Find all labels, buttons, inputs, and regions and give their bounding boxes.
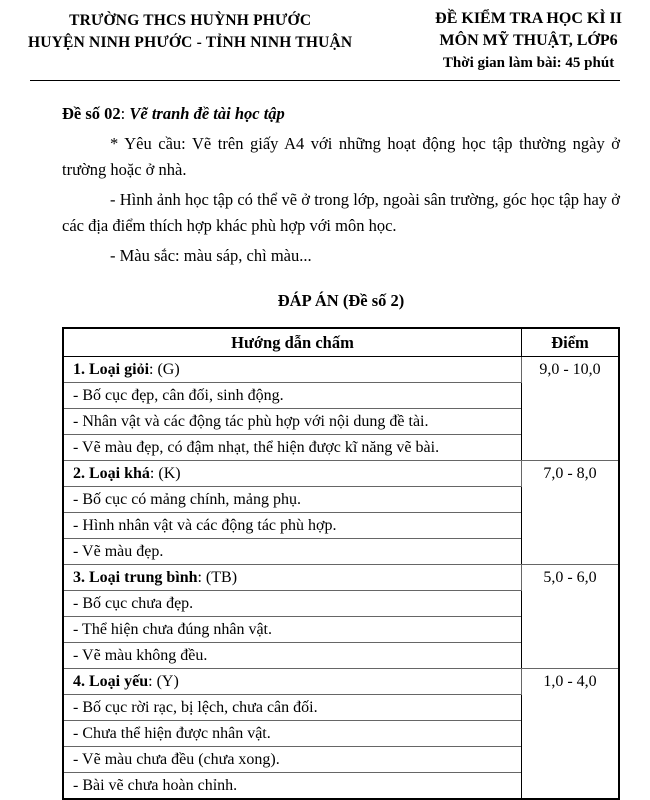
grade-row-good	[63, 461, 619, 487]
exam-title: ĐỀ KIỂM TRA HỌC KÌ II	[435, 10, 622, 27]
criteria-cell: - Vẽ màu đẹp.	[63, 539, 522, 565]
school-info	[28, 8, 352, 54]
criteria-cell: - Vẽ màu đẹp, có đậm nhạt, thể hiện được kĩ năng vẽ bài.	[63, 435, 522, 461]
exam-duration: Thời gian làm bài: 45 phút	[442, 55, 615, 71]
score-cell-weak: 1,0 - 4,0	[522, 669, 620, 800]
topic-title: Vẽ tranh đề tài học tập	[129, 104, 285, 123]
score-cell-good: 7,0 - 8,0	[522, 461, 620, 565]
criteria-cell: - Bố cục chưa đẹp.	[63, 591, 522, 617]
grade-row-weak	[63, 669, 619, 695]
grading-table	[62, 327, 620, 800]
exam-info	[435, 8, 622, 74]
topic-label: Đề số 02	[62, 104, 121, 123]
criteria-cell: - Bài vẽ chưa hoàn chỉnh.	[63, 773, 522, 800]
grade-code: : (TB)	[197, 569, 238, 586]
grade-row-excellent	[63, 357, 619, 383]
document-body	[62, 101, 620, 800]
criteria-cell: - Bố cục có mảng chính, mảng phụ.	[63, 487, 522, 513]
school-name: TRƯỜNG THCS HUỲNH PHƯỚC	[69, 12, 312, 29]
grade-code: : (K)	[149, 465, 181, 482]
grade-title-cell	[63, 669, 522, 695]
answer-key-heading: ĐÁP ÁN (Đề số 2)	[277, 291, 405, 310]
criteria-cell: - Chưa thể hiện được nhân vật.	[63, 721, 522, 747]
criteria-cell: - Hình nhân vật và các động tác phù hợp.	[63, 513, 522, 539]
grade-title-cell	[63, 357, 522, 383]
topic-separator: :	[120, 104, 130, 123]
grade-title: 4. Loại yếu	[73, 673, 149, 690]
criteria-cell: - Bố cục đẹp, cân đối, sinh động.	[63, 383, 522, 409]
score-column-header: Điểm	[522, 328, 620, 357]
grade-title: 1. Loại giỏi	[73, 361, 150, 378]
grade-title-cell	[63, 461, 522, 487]
images-note-paragraph: - Hình ảnh học tập có thể vẽ ở trong lớp, ngoài sân trường, góc học tập hay ở các địa điểm thích hợp khác phù hợp với môn học.	[62, 190, 620, 235]
criteria-cell: - Vẽ màu chưa đều (chưa xong).	[63, 747, 522, 773]
criteria-cell: - Bố cục rời rạc, bị lệch, chưa cân đối.	[63, 695, 522, 721]
requirement-paragraph: * Yêu cầu: Vẽ trên giấy A4 với những hoạt động học tập thường ngày ở trường hoặc ở nhà.	[62, 134, 620, 179]
exam-subject: MÔN MỸ THUẬT, LỚP6	[439, 32, 618, 49]
criteria-cell: - Vẽ màu không đều.	[63, 643, 522, 669]
grade-code: : (G)	[149, 361, 180, 378]
grade-title: 3. Loại trung bình	[73, 569, 198, 586]
topic-line	[62, 101, 620, 127]
guide-column-header: Hướng dẫn chấm	[63, 328, 522, 357]
criteria-cell: - Thể hiện chưa đúng nhân vật.	[63, 617, 522, 643]
grade-code: : (Y)	[148, 673, 179, 690]
grading-table-header-row	[63, 328, 619, 357]
criteria-cell: - Nhân vật và các động tác phù hợp với nội dung đề tài.	[63, 409, 522, 435]
grade-title-cell	[63, 565, 522, 591]
colors-note-paragraph: - Màu sắc: màu sáp, chì màu...	[110, 246, 312, 265]
grade-row-average	[63, 565, 619, 591]
header-divider	[30, 80, 620, 81]
grade-title: 2. Loại khá	[73, 465, 150, 482]
score-cell-excellent: 9,0 - 10,0	[522, 357, 620, 461]
document-header	[28, 8, 622, 74]
score-cell-average: 5,0 - 6,0	[522, 565, 620, 669]
school-district: HUYỆN NINH PHƯỚC - TỈNH NINH THUẬN	[28, 34, 353, 51]
